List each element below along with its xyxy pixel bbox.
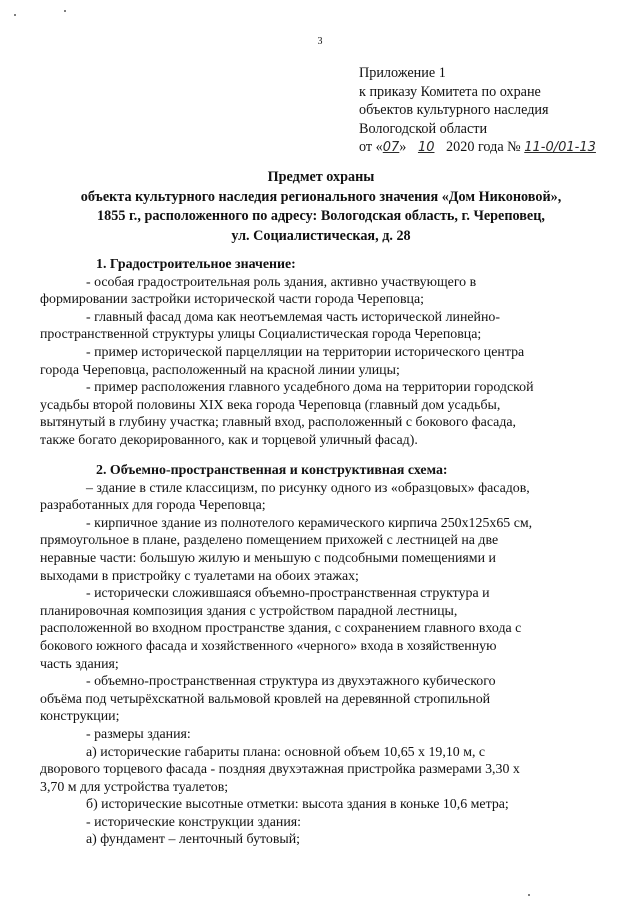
list-item: - пример расположения главного усадебного дома на территории городской (86, 380, 534, 396)
title-line: объекта культурного наследия регионального значения «Дом Никоновой», (80, 188, 562, 205)
list-item-continuation: бокового южного фасада и хозяйственного «черного» входа в хозяйственную (40, 638, 497, 654)
list-item: - объемно-пространственная структура из двухэтажного кубического (86, 674, 496, 690)
appendix-block (359, 64, 629, 158)
appendix-line: Вологодской области (359, 120, 488, 137)
list-item: - пример исторической парцелляции на территории исторического центра (86, 344, 525, 360)
list-item: - особая градостроительная роль здания, активно участвующего в (86, 274, 477, 290)
handwritten-day: 07 (382, 140, 400, 156)
appendix-date-line (359, 138, 629, 158)
list-item: - исторически сложившаяся объемно-пространственная структура и (86, 586, 490, 602)
list-item-continuation: также богато декорированного, как и торцевой уличный фасад). (40, 432, 418, 448)
title-line: 1855 г., расположенного по адресу: Вологодская область, г. Череповец, (97, 208, 545, 224)
list-item-continuation: расположенной во входном пространстве здания, с сохранением главного входа с (40, 621, 522, 637)
list-item: – здание в стиле классицизм, по рисунку одного из «образцовых» фасадов, (86, 480, 530, 496)
appendix-line: к приказу Комитета по охране (359, 83, 541, 100)
list-item-continuation: прямоугольное в плане, разделено помещением прихожей с лестницей на две (40, 533, 499, 549)
section-1 (40, 256, 602, 450)
appendix-line: объектов культурного наследия (359, 102, 549, 119)
list-item-continuation: 3,70 м для устройства туалетов; (40, 779, 229, 795)
page-number: 3 (317, 36, 323, 47)
list-item-continuation: неравные части: большую жилую и меньшую с подсобными помещениями и (40, 550, 496, 566)
list-item: - кирпичное здание из полнотелого керамического кирпича 250х125х65 см, (86, 515, 533, 531)
list-item-continuation: дворового торцевого фасада - поздняя двухэтажная пристройка размерами 3,30 х (40, 762, 520, 778)
list-item-continuation: усадьбы второй половины XIX века города Череповца (главный дом усадьбы, (40, 397, 501, 413)
list-item: - исторические конструкции здания: (86, 814, 302, 830)
scan-speck (64, 10, 66, 12)
list-item-continuation: формировании застройки исторической части города Череповца; (40, 292, 424, 308)
list-item-continuation: разработанных для города Череповца; (40, 498, 266, 514)
list-item-continuation: города Череповца, расположенный на красной линии улицы; (40, 362, 400, 378)
title-line: ул. Социалистическая, д. 28 (231, 227, 411, 244)
handwritten-order-number: 11-0/01-13 (524, 140, 596, 156)
document-title (40, 168, 602, 246)
section-heading: 2. Объемно-пространственная и конструктивная схема: (96, 463, 448, 478)
list-item: а) фундамент – ленточный бутовый; (86, 832, 301, 848)
list-item: а) исторические габариты плана: основной объем 10,65 х 19,10 м, с (86, 744, 486, 760)
appendix-line: Приложение 1 (359, 65, 446, 81)
year-text: 2020 года № (446, 139, 521, 156)
section-2 (40, 462, 602, 849)
list-item-continuation: вытянутый в глубину участка; главный вход, расположенный с бокового фасада, (40, 415, 517, 431)
list-item: - размеры здания: (86, 726, 191, 742)
date-mid: » (399, 139, 407, 156)
list-item: б) исторические высотные отметки: высота здания в коньке 10,6 метра; (86, 797, 509, 813)
scan-speck (14, 14, 16, 16)
list-item-continuation: пространственной структуры улицы Социалистическая города Череповца; (40, 327, 482, 343)
list-item: - главный фасад дома как неотъемлемая часть исторической линейно- (86, 309, 500, 325)
list-item-continuation: объёма под четырёхскатной вальмовой кровлей на деревянной стропильной (40, 691, 491, 707)
section-heading: 1. Градостроительное значение: (96, 257, 296, 272)
date-prefix: от « (359, 139, 383, 156)
title-line: Предмет охраны (267, 169, 375, 185)
list-item-continuation: планировочная композиция здания с устройством парадной лестницы, (40, 603, 458, 619)
scan-speck (528, 894, 530, 896)
list-item-continuation: часть здания; (40, 656, 119, 672)
handwritten-month: 10 (417, 140, 435, 156)
list-item-continuation: конструкции; (40, 709, 120, 725)
list-item-continuation: выходами в пристройку с туалетами на обоих этажах; (40, 568, 359, 584)
